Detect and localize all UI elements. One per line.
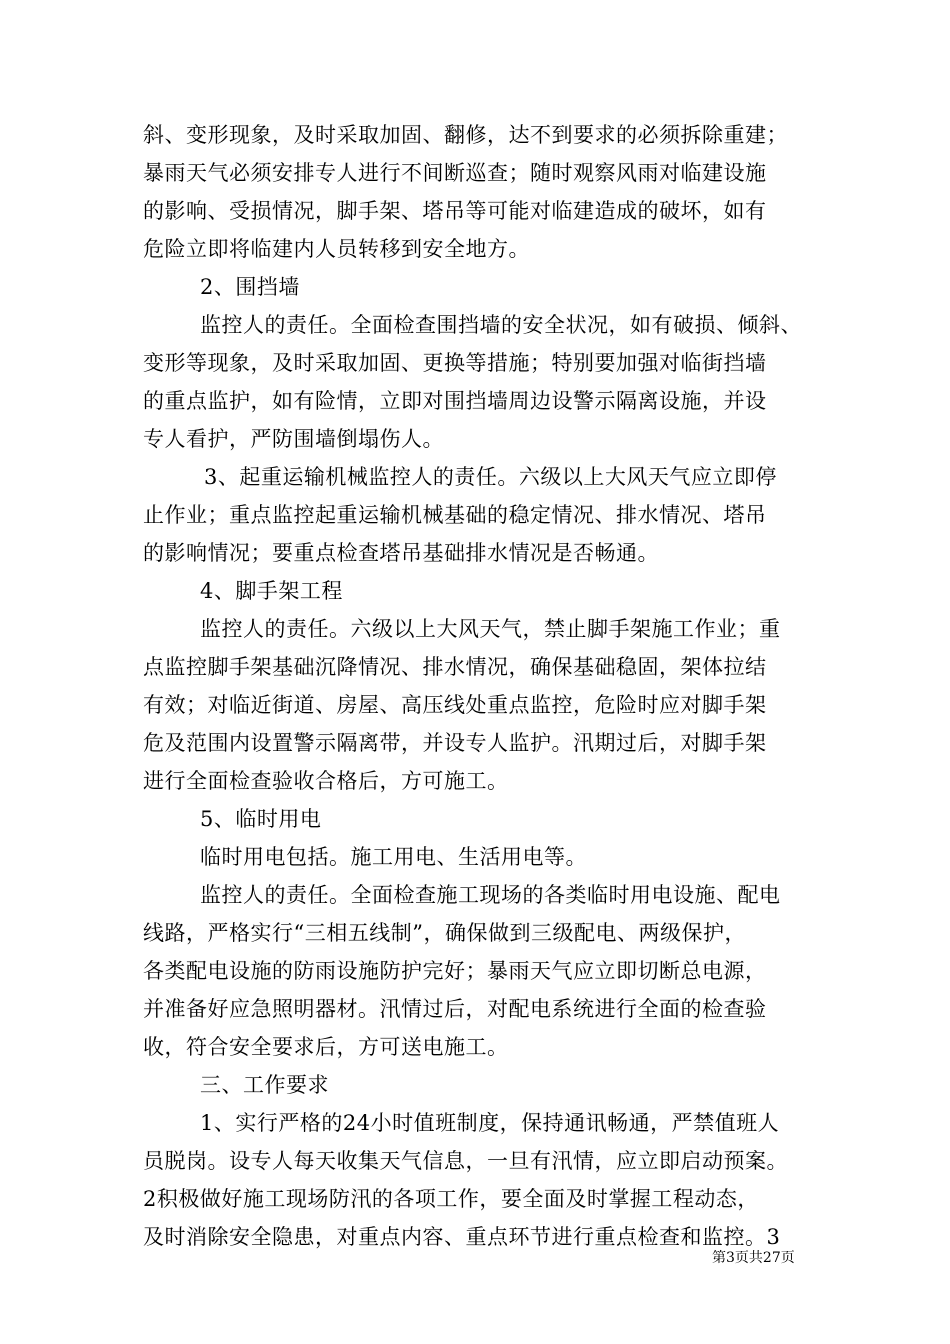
text-line: 及时消除安全隐患，对重点内容、重点环节进行重点检查和监控。3 — [143, 1225, 781, 1249]
text-line: 变形等现象，及时采取加固、更换等措施；特别要加强对临街挡墙 — [143, 351, 767, 375]
text-line: 危险立即将临建内人员转移到安全地方。 — [143, 237, 530, 261]
text-line: 危及范围内设置警示隔离带，并设专人监护。汛期过后，对脚手架 — [143, 731, 767, 755]
text-line: 斜、变形现象，及时采取加固、翻修，达不到要求的必须拆除重建； — [143, 123, 788, 147]
page-number: 第3页共27页 — [712, 1250, 795, 1266]
section-heading: 4、脚手架工程 — [200, 579, 343, 603]
text-line: 止作业；重点监控起重运输机械基础的稳定情况、排水情况、塔吊 — [143, 503, 767, 527]
section-heading: 5、临时用电 — [200, 807, 322, 831]
section-heading: 2、围挡墙 — [200, 275, 300, 299]
section-heading: 三、工作要求 — [200, 1073, 329, 1097]
text-line: 进行全面检查验收合格后，方可施工。 — [143, 769, 509, 793]
text-line: 线路，严格实行“三相五线制”，确保做到三级配电、两级保护， — [143, 921, 746, 945]
text-line: 各类配电设施的防雨设施防护完好；暴雨天气应立即切断总电源， — [143, 959, 767, 983]
text-line: 1、实行严格的24小时值班制度，保持通讯畅通，严禁值班人 — [200, 1111, 780, 1135]
text-line: 2积极做好施工现场防汛的各项工作，要全面及时掌握工程动态， — [143, 1187, 759, 1211]
text-line: 监控人的责任。全面检查施工现场的各类临时用电设施、配电 — [200, 883, 781, 907]
text-line: 的重点监护，如有险情，立即对围挡墙周边设警示隔离设施，并设 — [143, 389, 767, 413]
text-line: 的影响情况；要重点检查塔吊基础排水情况是否畅通。 — [143, 541, 659, 565]
text-line: 并准备好应急照明器材。汛情过后，对配电系统进行全面的检查验 — [143, 997, 767, 1021]
text-line: 暴雨天气必须安排专人进行不间断巡查；随时观察风雨对临建设施 — [143, 161, 767, 185]
document-body — [143, 116, 823, 1256]
text-line: 的影响、受损情况，脚手架、塔吊等可能对临建造成的破坏，如有 — [143, 199, 767, 223]
text-line: 临时用电包括。施工用电、生活用电等。 — [200, 845, 587, 869]
text-line: 监控人的责任。全面检查围挡墙的安全状况，如有破损、倾斜、 — [200, 313, 802, 337]
text-line: 3、起重运输机械监控人的责任。六级以上大风天气应立即停 — [204, 465, 777, 489]
text-line: 点监控脚手架基础沉降情况、排水情况，确保基础稳固，架体拉结 — [143, 655, 767, 679]
text-line: 员脱岗。设专人每天收集天气信息，一旦有汛情，应立即启动预案。 — [143, 1149, 788, 1173]
text-line: 收，符合安全要求后，方可送电施工。 — [143, 1035, 509, 1059]
text-line: 监控人的责任。六级以上大风天气，禁止脚手架施工作业；重 — [200, 617, 781, 641]
text-line: 有效；对临近街道、房屋、高压线处重点监控，危险时应对脚手架 — [143, 693, 767, 717]
text-line: 专人看护，严防围墙倒塌伤人。 — [143, 427, 444, 451]
